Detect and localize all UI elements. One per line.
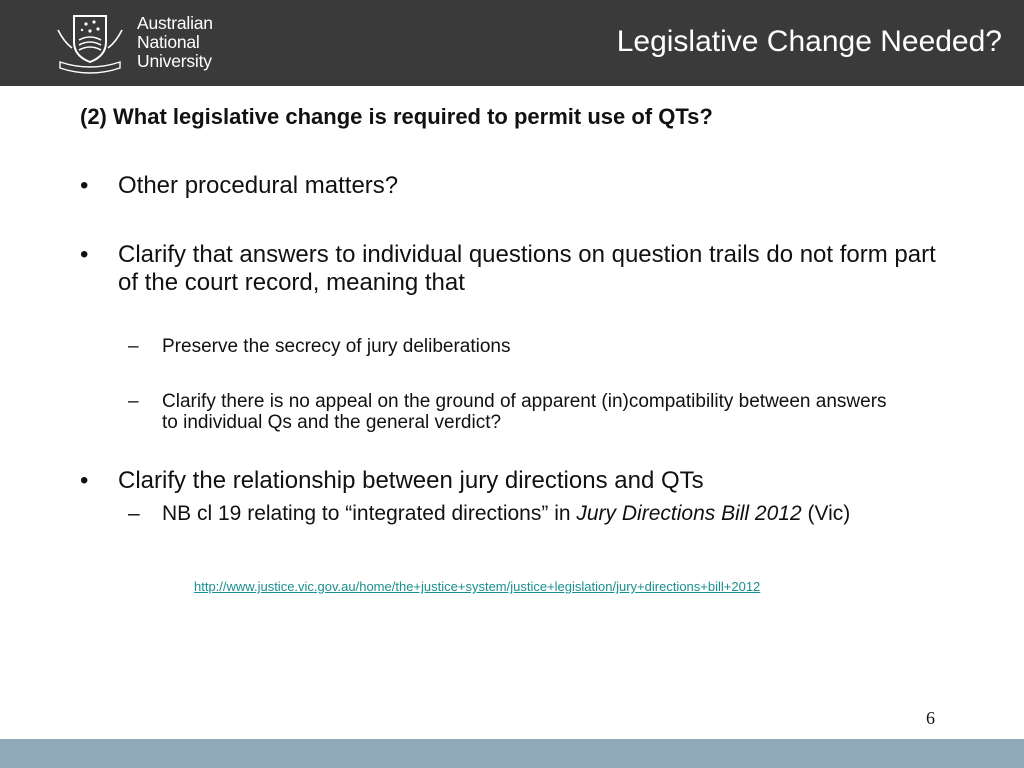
bullet-item bbox=[80, 241, 940, 297]
dash-marker: – bbox=[128, 502, 140, 525]
footer-bar bbox=[0, 739, 1024, 768]
sub-bullet-text: Preserve the secrecy of jury deliberations bbox=[162, 336, 511, 357]
bullet-item bbox=[80, 172, 940, 200]
logo-line-1: Australian bbox=[137, 13, 213, 33]
bullet-marker: • bbox=[80, 467, 89, 494]
page-number: 6 bbox=[926, 708, 935, 728]
bullet-marker: • bbox=[80, 172, 89, 199]
slide-header bbox=[0, 0, 1024, 86]
logo-wordmark bbox=[137, 14, 213, 71]
sub-bullet-item bbox=[128, 391, 888, 433]
bullet-text: Other procedural matters? bbox=[118, 172, 399, 199]
bullet-item bbox=[80, 467, 940, 495]
sub-bullet-item bbox=[128, 336, 888, 357]
anu-logo[interactable] bbox=[52, 12, 232, 74]
nb-citation-text bbox=[162, 502, 888, 526]
slide-subheading: (2) What legislative change is required to permit use of QTs? bbox=[80, 104, 713, 129]
nb-bill-title: Jury Directions Bill 2012 bbox=[576, 502, 802, 525]
jury-directions-bill-link[interactable]: http://www.justice.vic.gov.au/home/the+justice+system/justice+legislation/jury+directions+bill+2012 bbox=[194, 579, 761, 594]
sub-bullet-text: Clarify there is no appeal on the ground of apparent (in)compatibility between answers to individual Qs and the general verdict? bbox=[162, 391, 887, 433]
bullet-text: Clarify the relationship between jury directions and QTs bbox=[118, 467, 704, 494]
bullet-text: Clarify that answers to individual questions on question trails do not form part of the court record, meaning that bbox=[118, 241, 936, 296]
bullet-marker: • bbox=[80, 241, 89, 268]
university-crest-icon bbox=[52, 12, 128, 74]
nb-text-prefix: NB cl 19 relating to “integrated directions” in bbox=[162, 502, 577, 525]
logo-line-2: National bbox=[137, 32, 200, 52]
dash-marker: – bbox=[128, 391, 139, 412]
sub-bullet-item bbox=[128, 502, 888, 526]
dash-marker: – bbox=[128, 336, 139, 357]
nb-text-suffix: (Vic) bbox=[801, 502, 851, 525]
logo-line-3: University bbox=[137, 51, 212, 71]
slide-title: Legislative Change Needed? bbox=[616, 25, 1002, 58]
